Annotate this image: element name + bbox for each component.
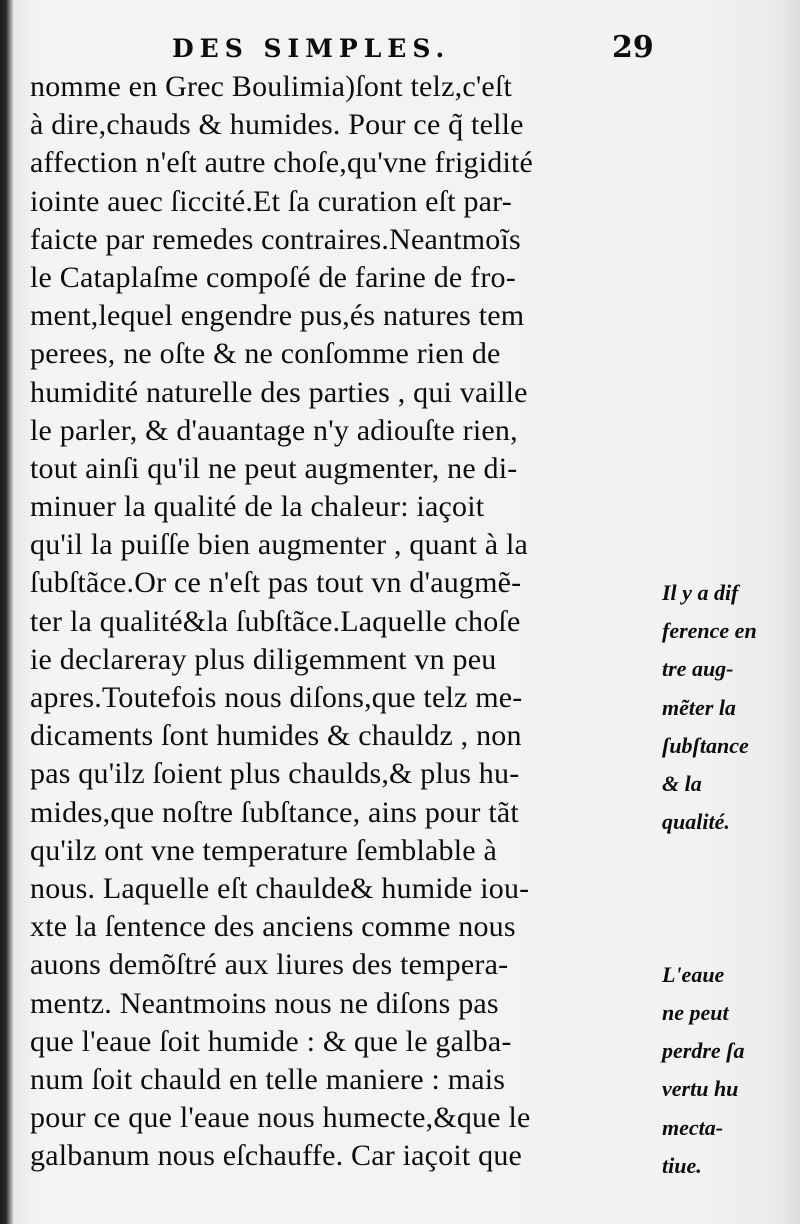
text-line: galbanum nous eſchauffe. Car iaçoit que	[30, 1139, 523, 1173]
margin-note-spacer	[662, 841, 796, 956]
text-line: affection n'eſt autre choſe,qu'vne frigidité	[30, 146, 534, 180]
body-text	[30, 68, 660, 1175]
text-line: mides,que noſtre ſubſtance, ains pour tãt	[30, 795, 519, 829]
text-line: pour ce que l'eaue nous humecte,&que le	[30, 1101, 531, 1135]
text-line: nomme en Grec Boulimia)ſont telz,c'eſt	[30, 70, 513, 103]
margin-note-line: ne peut	[662, 1000, 729, 1026]
text-line: pas qu'ilz ſoient plus chaulds,& plus hu-	[30, 757, 520, 791]
margin-note-line: L'eaue	[662, 961, 725, 987]
text-line: mentz. Neantmoins nous ne diſons pas	[30, 986, 499, 1020]
text-line: apres.Toutefois nous diſons,que telz me-	[30, 681, 523, 714]
margin-note-line: mecta-	[662, 1114, 724, 1140]
text-line: faicte par remedes contraires.Neantmoĩs	[30, 222, 521, 256]
text-line: nous. Laquelle eſt chaulde& humide iou-	[30, 871, 530, 905]
running-title: DES SIMPLES.	[172, 34, 451, 63]
text-line: qu'ilz ont vne temperature ſemblable à	[30, 833, 497, 867]
text-line: à dire,chauds & humides. Pour ce q̃ telle	[30, 108, 524, 142]
text-line: ter la qualité&la ſubſtãce.Laquelle choſe	[30, 604, 521, 638]
margin-note-line: vertu hu	[662, 1076, 739, 1102]
text-line: le parler, & d'auantage n'y adiouſte rien,	[30, 413, 518, 447]
margin-note-line: perdre ſa	[662, 1038, 745, 1064]
margin-note-line: qualité.	[662, 809, 730, 835]
text-line: iointe auec ſiccité.Et ſa curation eſt par-	[30, 184, 512, 218]
margin-note-line: tre aug-	[662, 656, 734, 682]
text-line: minuer la qualité de la chaleur: iaçoit	[30, 490, 485, 524]
text-line: num ſoit chauld en telle maniere : mais	[30, 1062, 506, 1096]
margin-note-line: Il y a dif	[662, 580, 739, 605]
text-line: que l'eaue ſoit humide : & que le galba-	[30, 1024, 512, 1058]
margin-notes	[662, 574, 796, 1185]
text-line: ſubſtãce.Or ce n'eſt pas tout vn d'augmẽ-	[30, 566, 522, 600]
margin-note-line: & la	[662, 770, 702, 796]
page-header	[0, 28, 800, 68]
margin-note-line: mẽter la	[662, 694, 736, 720]
margin-note-line: ference en	[662, 618, 757, 644]
text-line: ie declareray plus diligemment vn peu	[30, 642, 497, 676]
margin-note-line: tiue.	[662, 1152, 702, 1178]
margin-note-line: ſubſtance	[662, 732, 749, 758]
text-line: tout ainſi qu'il ne peut augmenter, ne di-	[30, 451, 518, 485]
text-line: humidité naturelle des parties , qui vaille	[30, 375, 528, 409]
text-line: le Cataplaſme compoſé de farine de fro-	[30, 260, 516, 294]
text-line: qu'il la puiſſe bien augmenter , quant à la	[30, 528, 529, 562]
text-line: dicaments ſont humides & chauldz , non	[30, 719, 522, 753]
margin-note-difference	[662, 574, 796, 841]
text-line: ment,lequel engendre pus,és natures tem	[30, 299, 525, 333]
text-line: xte la ſentence des anciens comme nous	[30, 910, 516, 944]
page-number: 29	[612, 30, 654, 65]
margin-note-water	[662, 956, 796, 1185]
text-line: perees, ne oſte & ne conſomme rien de	[30, 337, 501, 371]
text-line: auons demõſtré aux liures des tempera-	[30, 948, 509, 982]
